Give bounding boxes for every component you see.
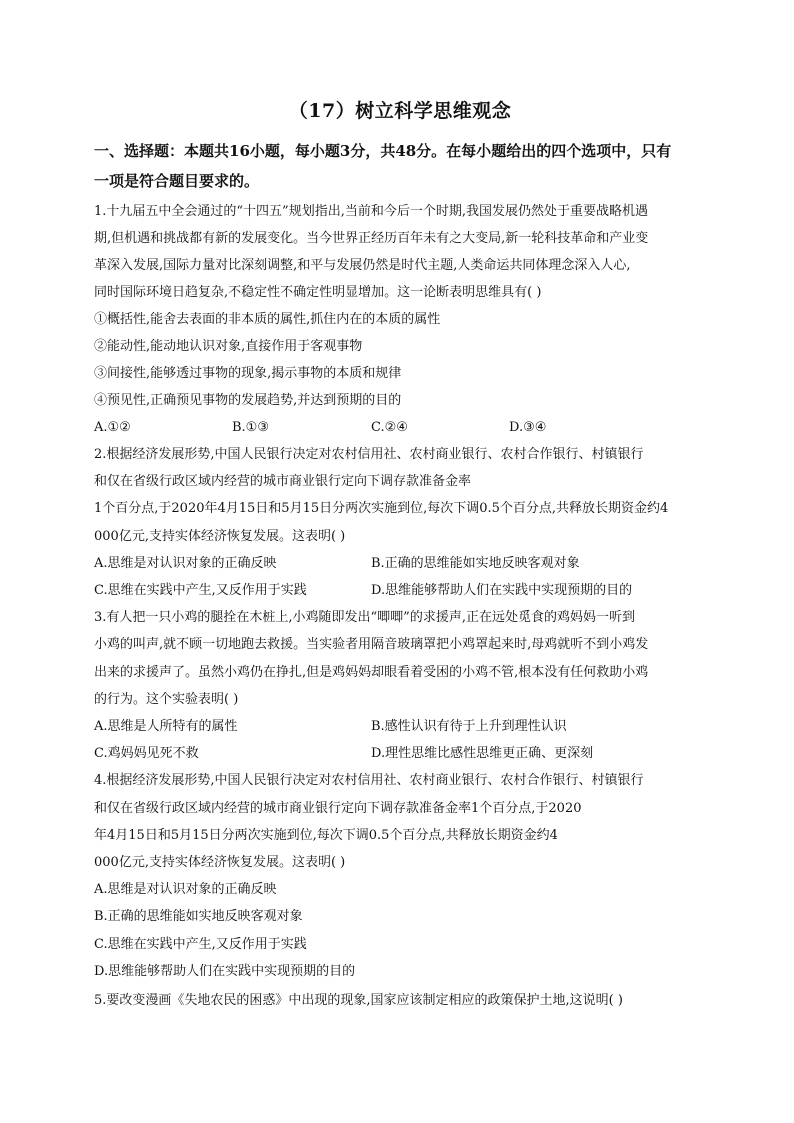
q4-option-c: C.思维在实践中产生,又反作用于实践	[94, 937, 307, 952]
q3-stem-line-3: 出来的求援声了。虽然小鸡仍在挣扎,但是鸡妈妈却眼看着受困的小鸡不管,根本没有任何救助小鸡	[94, 665, 649, 680]
q2-stem-line-3: 1个百分点,于2020年4月15日和5月15日分两次实施到位,每次下调0.5个百分点,共释放长期资金约4	[94, 501, 669, 516]
section-heading-line-2: 一项是符合题目要求的。	[94, 172, 260, 190]
q2-option-c: C.思维在实践中产生,又反作用于实践	[94, 583, 307, 598]
q5-stem-line-1: 5.要改变漫画《失地农民的困惑》中出现的现象,国家应该制定相应的政策保护土地,这说明( )	[94, 993, 623, 1008]
q4-stem-line-1: 4.根据经济发展形势,中国人民银行决定对农村信用社、农村商业银行、农村合作银行、村镇银行	[94, 773, 644, 788]
q3-stem-line-1: 3.有人把一只小鸡的腿拴在木桩上,小鸡随即发出“唧唧”的求援声,正在远处觅食的鸡妈妈一听到	[94, 610, 635, 625]
q4-stem-line-2: 和仅在省级行政区域内经营的城市商业银行定向下调存款准备金率1个百分点,于2020	[94, 801, 582, 816]
q2-stem-line-2: 和仅在省级行政区域内经营的城市商业银行定向下调存款准备金率	[94, 474, 472, 489]
q2-option-d: D.思维能够帮助人们在实践中实现预期的目的	[371, 583, 633, 598]
q1-statement-2: ②能动性,能动地认识对象,直接作用于客观事物	[94, 339, 363, 354]
q4-option-b: B.正确的思维能如实地反映客观对象	[94, 909, 303, 924]
q2-stem-line-1: 2.根据经济发展形势,中国人民银行决定对农村信用社、农村商业银行、农村合作银行、村镇银行	[94, 447, 644, 462]
q2-option-a: A.思维是对认识对象的正确反映	[94, 556, 277, 571]
q1-statement-1: ①概括性,能舍去表面的非本质的属性,抓住内在的本质的属性	[94, 312, 441, 327]
q4-option-d: D.思维能够帮助人们在实践中实现预期的目的	[94, 964, 356, 979]
q1-option-a: A.①②	[94, 420, 131, 435]
q1-stem-line-1: 1.十九届五中全会通过的“十四五”规划指出,当前和今后一个时期,我国发展仍然处于重要战略机遇	[94, 204, 648, 219]
q1-stem-line-4: 同时国际环境日趋复杂,不稳定性不确定性明显增加。这一论断表明思维具有( )	[94, 285, 542, 300]
section-heading	[94, 136, 706, 196]
page-title: （17）树立科学思维观念	[288, 100, 512, 122]
q1-option-d: D.③④	[509, 420, 547, 435]
q4-option-a: A.思维是对认识对象的正确反映	[94, 882, 277, 897]
q4-stem-line-3: 年4月15日和5月15日分两次实施到位,每次下调0.5个百分点,共释放长期资金约4	[94, 828, 558, 843]
q2-stem-line-4: 000亿元,支持实体经济恢复发展。这表明( )	[94, 529, 346, 544]
q4-stem-line-4: 000亿元,支持实体经济恢复发展。这表明( )	[94, 855, 346, 870]
q1-statement-3: ③间接性,能够透过事物的现象,揭示事物的本质和规律	[94, 366, 402, 381]
q3-option-c: C.鸡妈妈见死不救	[94, 746, 199, 761]
q1-stem-line-2: 期,但机遇和挑战都有新的发展变化。当今世界正经历百年未有之大变局,新一轮科技革命和产业变	[94, 231, 649, 246]
q1-stem-line-3: 革深入发展,国际力量对比深刻调整,和平与发展仍然是时代主题,人类命运共同体理念深入人心,	[94, 258, 631, 273]
q3-stem-line-4: 的行为。这个实验表明( )	[94, 692, 239, 707]
q3-option-d: D.理性思维比感性思维更正确、更深刻	[371, 746, 594, 761]
q1-option-b: B.①③	[232, 420, 269, 435]
q3-option-a: A.思维是人所特有的属性	[94, 719, 238, 734]
q1-statement-4: ④预见性,正确预见事物的发展趋势,并达到预期的目的	[94, 393, 402, 408]
q3-option-b: B.感性认识有待于上升到理性认识	[371, 719, 567, 734]
q1-option-c: C.②④	[371, 420, 408, 435]
q3-stem-line-2: 小鸡的叫声,就不顾一切地跑去救援。当实验者用隔音玻璃罩把小鸡罩起来时,母鸡就听不到小鸡发	[94, 637, 649, 652]
q2-option-b: B.正确的思维能如实地反映客观对象	[371, 556, 580, 571]
section-heading-line-1: 一、选择题：本题共16小题，每小题3分，共48分。在每小题给出的四个选项中，只有	[94, 142, 672, 160]
